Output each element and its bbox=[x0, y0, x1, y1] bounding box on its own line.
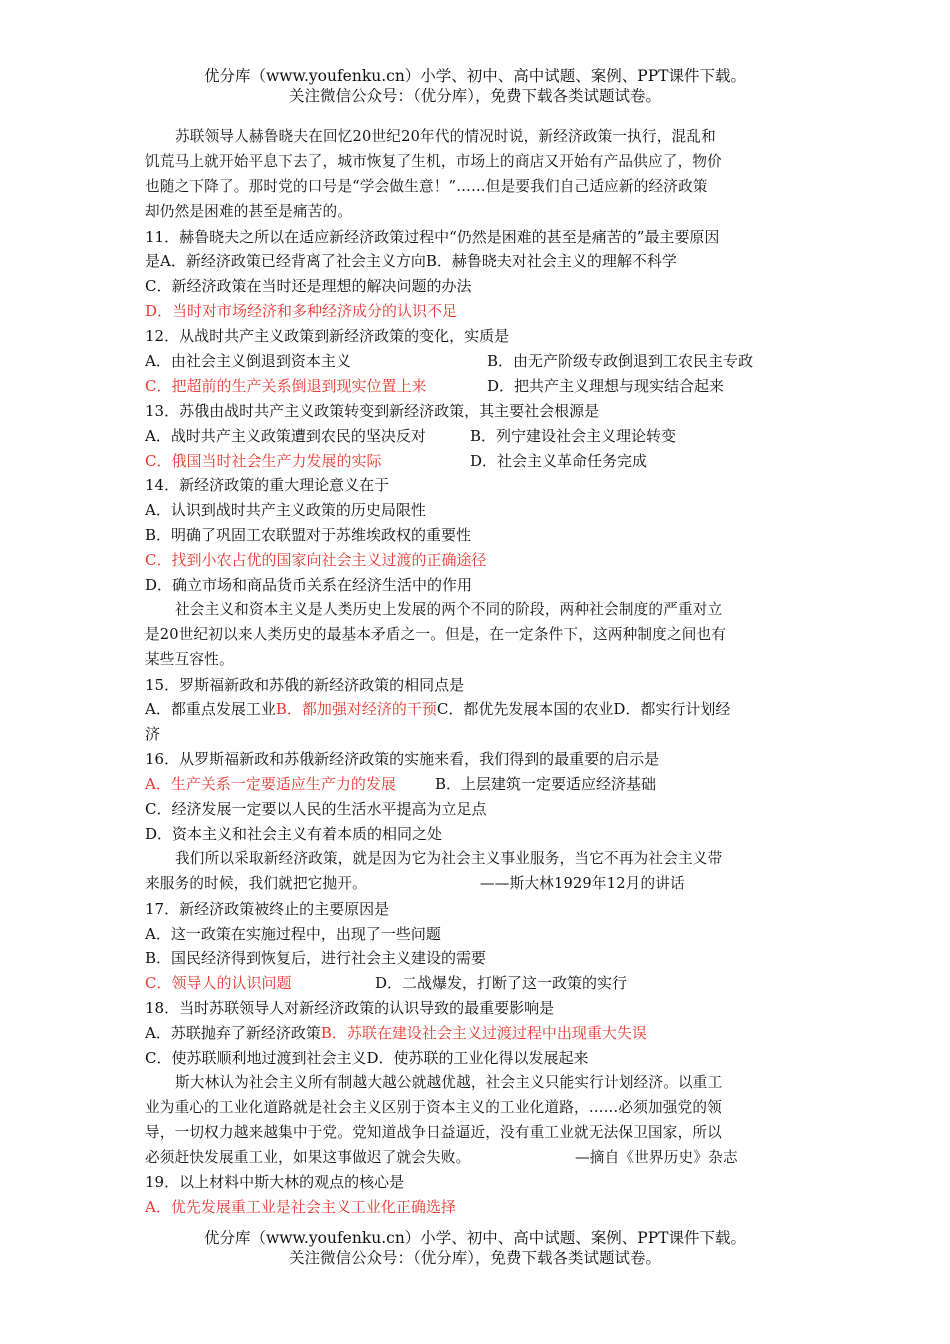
material-4-source: —摘自《世界历史》杂志 bbox=[575, 1148, 738, 1166]
material-1-line: 也随之下降了。那时党的口号是“学会做生意！”……但是要我们自己适应新的经济政策 bbox=[145, 177, 708, 195]
q14-option-b: B．明确了巩固工农联盟对于苏维埃政权的重要性 bbox=[145, 526, 472, 545]
q19-option-a-answer: A．优先发展重工业是社会主义工业化正确选择 bbox=[145, 1198, 456, 1217]
material-1-line: 却仍然是困难的甚至是痛苦的。 bbox=[145, 202, 353, 220]
q16-option-a-answer: A．生产关系一定要适应生产力的发展 bbox=[145, 775, 396, 794]
q13-option-d: D．社会主义革命任务完成 bbox=[470, 451, 648, 470]
question-14-stem: 14．新经济政策的重大理论意义在于 bbox=[145, 476, 390, 495]
q14-option-d: D．确立市场和商品货币关系在经济生活中的作用 bbox=[145, 576, 473, 595]
question-15-stem: 15．罗斯福新政和苏俄的新经济政策的相同点是 bbox=[145, 675, 465, 694]
material-2-line: 是20世纪初以来人类历史的最基本矛盾之一。但是，在一定条件下，这两种制度之间也有 bbox=[145, 625, 727, 643]
q16-option-b: B．上层建筑一定要适应经济基础 bbox=[435, 775, 657, 794]
q11-option-a: 是A．新经济政策已经背离了社会主义方向 bbox=[145, 252, 426, 271]
material-1-line: 饥荒马上就开始平息下去了，城市恢复了生机，市场上的商店又开始有产品供应了，物价 bbox=[145, 152, 722, 170]
question-19-stem: 19．以上材料中斯大林的观点的核心是 bbox=[145, 1173, 405, 1192]
q13-option-c-answer: C．俄国当时社会生产力发展的实际 bbox=[145, 451, 382, 470]
q15-option-b-answer: B．都加强对经济的干预 bbox=[275, 700, 437, 719]
q13-option-a: A．战时共产主义政策遭到农民的坚决反对 bbox=[145, 426, 426, 445]
header-line-2: 关注微信公众号：（优分库），免费下载各类试题试卷。 bbox=[288, 87, 661, 105]
q18-option-b-answer: B．苏联在建设社会主义过渡过程中出现重大失误 bbox=[320, 1024, 647, 1043]
material-2-line: 某些互容性。 bbox=[145, 650, 234, 668]
question-12-stem: 12．从战时共产主义政策到新经济政策的变化，实质是 bbox=[145, 327, 510, 346]
q17-option-c-answer: C．领导人的认识问题 bbox=[145, 974, 292, 993]
q11-option-d-answer: D．当时对市场经济和多种经济成分的认识不足 bbox=[145, 302, 458, 321]
q12-option-b: B．由无产阶级专政倒退到工农民主专政 bbox=[487, 352, 754, 371]
q15-option-d-continued: 济 bbox=[145, 725, 161, 744]
material-3-line-with-source bbox=[145, 872, 810, 897]
question-17-options-cd bbox=[145, 971, 810, 996]
question-18-options-ab bbox=[145, 1021, 810, 1046]
material-4-text: 必须赶快发展重工业，如果这事做迟了就会失败。 bbox=[145, 1148, 471, 1166]
question-17-stem: 17．新经济政策被终止的主要原因是 bbox=[145, 899, 390, 918]
q15-option-c: C．都优先发展本国的农业 bbox=[436, 700, 614, 719]
question-13-stem: 13．苏俄由战时共产主义政策转变到新经济政策，其主要社会根源是 bbox=[145, 401, 600, 420]
q17-option-a: A．这一政策在实施过程中，出现了一些问题 bbox=[145, 924, 441, 943]
q16-option-d: D．资本主义和社会主义有着本质的相同之处 bbox=[145, 824, 443, 843]
footer-line-1: 优分库（www.youfenku.cn）小学、初中、高中试题、案例、PPT课件下载。 bbox=[203, 1229, 747, 1247]
q16-option-c: C．经济发展一定要以人民的生活水平提高为立足点 bbox=[145, 800, 487, 819]
q12-option-d: D．把共产主义理想与现实结合起来 bbox=[487, 376, 725, 395]
material-1-line: 苏联领导人赫鲁晓夫在回忆20世纪20年代的情况时说，新经济政策一执行，混乱和 bbox=[175, 128, 716, 145]
material-4-line: 业为重心的工业化道路就是社会主义区别于资本主义的工业化道路，……必须加强党的领 bbox=[145, 1098, 722, 1116]
question-13-options-ab bbox=[145, 424, 810, 449]
material-4-line: 斯大林认为社会主义所有制越大越公就越优越，社会主义只能实行计划经济。以重工 bbox=[175, 1073, 723, 1091]
question-18-options-cd bbox=[145, 1046, 810, 1071]
q11-option-c: C．新经济政策在当时还是理想的解决问题的办法 bbox=[145, 277, 472, 296]
q15-option-a: A．都重点发展工业 bbox=[145, 700, 276, 719]
q14-option-c-answer: C．找到小农占优的国家向社会主义过渡的正确途径 bbox=[145, 551, 487, 570]
q11-option-b: B．赫鲁晓夫对社会主义的理解不科学 bbox=[425, 252, 677, 271]
question-12-options-cd bbox=[145, 374, 810, 399]
q14-option-a: A．认识到战时共产主义政策的历史局限性 bbox=[145, 501, 426, 520]
q18-option-d: D．使苏联的工业化得以发展起来 bbox=[366, 1048, 589, 1067]
q15-option-d: D．都实行计划经 bbox=[613, 700, 731, 719]
question-13-options-cd bbox=[145, 449, 810, 474]
material-3-text: 来服务的时候，我们就把它抛开。 bbox=[145, 874, 367, 892]
q12-option-a: A．由社会主义倒退到资本主义 bbox=[145, 352, 351, 371]
question-15-options bbox=[145, 697, 810, 722]
material-4-line-with-source bbox=[145, 1146, 810, 1171]
material-3-source: ——斯大林1929年12月的讲话 bbox=[480, 874, 685, 892]
material-2-line: 社会主义和资本主义是人类历史上发展的两个不同的阶段，两种社会制度的严重对立 bbox=[175, 600, 723, 618]
question-11-options-ab bbox=[145, 249, 810, 274]
page-header bbox=[0, 66, 950, 106]
question-18-stem: 18．当时苏联领导人对新经济政策的认识导致的最重要影响是 bbox=[145, 999, 555, 1018]
question-11-stem: 11．赫鲁晓夫之所以在适应新经济政策过程中“仍然是困难的甚至是痛苦的”最主要原因 bbox=[145, 227, 720, 246]
q18-option-a: A．苏联抛弃了新经济政策 bbox=[145, 1024, 321, 1043]
q18-option-c: C．使苏联顺利地过渡到社会主义 bbox=[145, 1048, 367, 1067]
q13-option-b: B．列宁建设社会主义理论转变 bbox=[470, 426, 677, 445]
q17-option-b: B．国民经济得到恢复后，进行社会主义建设的需要 bbox=[145, 949, 487, 968]
question-12-options-ab bbox=[145, 349, 810, 374]
q12-option-c-answer: C．把超前的生产关系倒退到现实位置上来 bbox=[145, 376, 427, 395]
page-footer bbox=[0, 1228, 950, 1268]
material-3-line: 我们所以采取新经济政策，就是因为它为社会主义事业服务，当它不再为社会主义带 bbox=[175, 849, 723, 867]
document-body bbox=[145, 125, 810, 1220]
question-16-options-ab bbox=[145, 772, 810, 797]
q17-option-d: D．二战爆发，打断了这一政策的实行 bbox=[375, 974, 628, 993]
material-4-line: 导，一切权力越来越集中于党。党知道战争日益逼近，没有重工业就无法保卫国家，所以 bbox=[145, 1123, 722, 1141]
header-line-1: 优分库（www.youfenku.cn）小学、初中、高中试题、案例、PPT课件下载。 bbox=[203, 67, 747, 85]
footer-line-2: 关注微信公众号：（优分库），免费下载各类试题试卷。 bbox=[288, 1249, 661, 1267]
question-16-stem: 16．从罗斯福新政和苏俄新经济政策的实施来看，我们得到的最重要的启示是 bbox=[145, 750, 660, 769]
